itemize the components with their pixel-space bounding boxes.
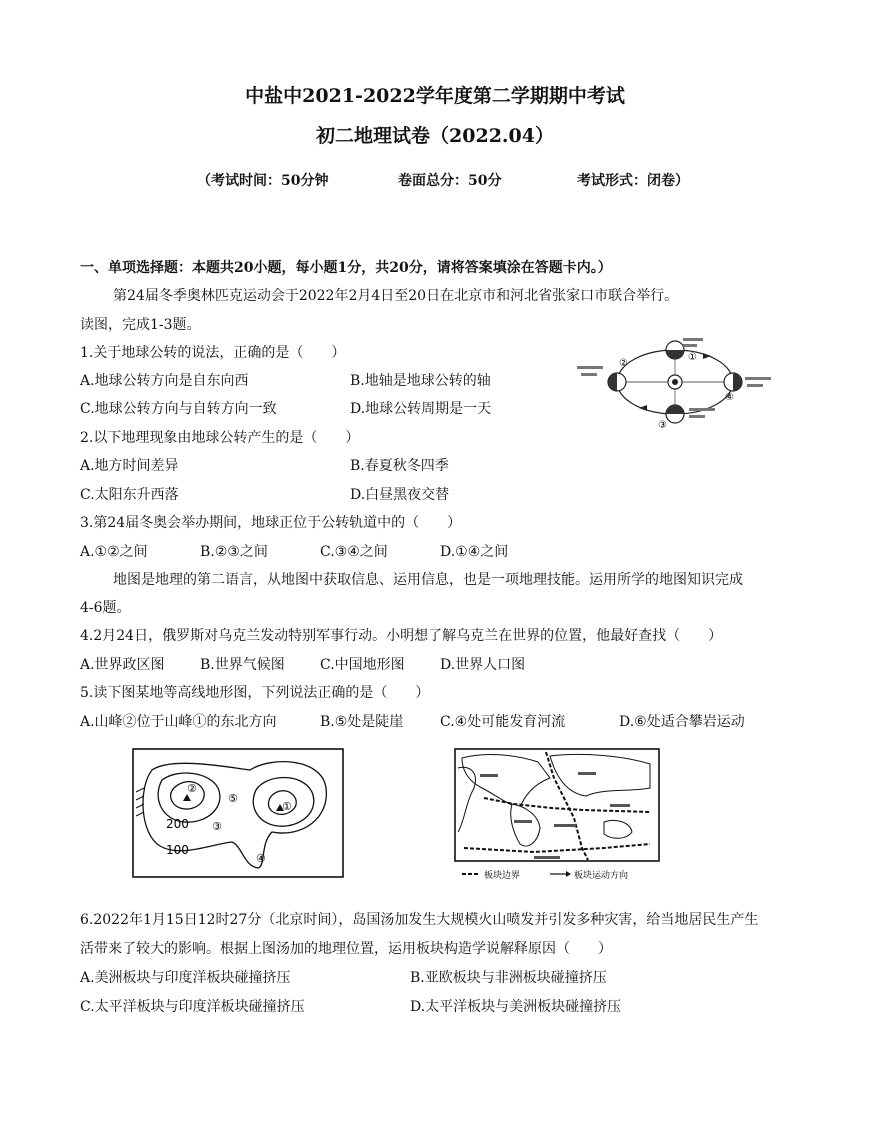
point-4: ④ <box>256 852 266 865</box>
point-5: ⑤ <box>228 792 238 805</box>
q2-option-d: D.白昼黑夜交替 <box>350 487 450 503</box>
exam-subtitle: 初二地理试卷（2022.04） <box>316 125 554 147</box>
q2-stem: 2.以下地理现象由地球公转产生的是（ ） <box>80 430 360 446</box>
exam-title: 中盐中2021-2022学年度第二学期期中考试 <box>245 85 625 107</box>
caption-bar <box>747 384 763 387</box>
q2-option-c: C.太阳东升西落 <box>80 487 179 503</box>
contour-label-100: 100 <box>166 843 189 857</box>
legend-boundary-label: 板块边界 <box>484 871 521 881</box>
caption-bar <box>577 366 603 369</box>
caption-bar <box>683 338 703 341</box>
q3-option-c: C.③④之间 <box>320 544 388 560</box>
earth-right-shadow <box>733 373 742 391</box>
q6-option-c: C.太平洋板块与印度洋板块碰撞挤压 <box>80 999 305 1015</box>
q1-option-d: D.地球公转周期是一天 <box>350 401 492 417</box>
q3-option-a: A.①②之间 <box>80 544 148 560</box>
exam-form: 考试形式：闭卷） <box>577 173 689 189</box>
q1-option-c: C.地球公转方向与自转方向一致 <box>80 401 277 417</box>
q6-option-a: A.美洲板块与印度洋板块碰撞挤压 <box>80 970 291 986</box>
q5-option-a: A.山峰②位于山峰①的东北方向 <box>80 714 277 730</box>
caption-bar <box>689 408 715 411</box>
earth-bottom-shadow <box>666 405 684 414</box>
q1-option-a: A.地球公转方向是自东向西 <box>80 373 249 389</box>
q1-option-b: B.地轴是地球公转的轴 <box>350 373 491 389</box>
earth-top-shadow <box>666 350 684 359</box>
q1-stem: 1.关于地球公转的说法，正确的是（ ） <box>80 345 346 361</box>
sun-core <box>672 379 678 385</box>
orbit-label-3: ③ <box>658 420 667 430</box>
q2-option-b: B.春夏秋冬四季 <box>350 458 449 474</box>
q4-option-a: A.世界政区图 <box>80 657 165 673</box>
q5-option-c: C.④处可能发育河流 <box>440 714 566 730</box>
exam-time: （考试时间：50分钟 <box>197 173 329 189</box>
q4-stem: 4.2月24日，俄罗斯对乌克兰发动特别军事行动。小明想了解乌克兰在世界的位置，他最好查找（ ） <box>80 628 723 644</box>
orbit-arrow-icon-2 <box>639 405 647 411</box>
q3-option-d: D.①④之间 <box>440 544 509 560</box>
q2-option-a: A.地方时间差异 <box>80 458 179 474</box>
q4-option-c: C.中国地形图 <box>320 657 405 673</box>
caption-bar <box>745 377 771 380</box>
earth-orbit-figure <box>575 330 775 430</box>
point-3: ③ <box>212 820 222 833</box>
caption-bar <box>581 373 597 376</box>
intro-1b: 读图，完成1-3题。 <box>80 317 201 333</box>
plate-map-figure <box>454 748 660 882</box>
contour-map-figure <box>132 748 344 878</box>
orbit-label-2: ② <box>619 358 628 369</box>
q6-option-d: D.太平洋板块与美洲板块碰撞挤压 <box>410 999 622 1015</box>
total-score: 卷面总分：50分 <box>398 173 502 189</box>
caption-bar <box>683 344 697 347</box>
q4-option-d: D.世界人口图 <box>440 657 526 673</box>
legend-direction-label: 板块运动方向 <box>574 871 629 881</box>
orbit-label-1: ① <box>688 352 697 363</box>
point-2: ② <box>187 782 197 795</box>
q5-stem: 5.读下图某地等高线地形图，下列说法正确的是（ ） <box>80 685 430 701</box>
q6-option-b: B.亚欧板块与非洲板块碰撞挤压 <box>410 970 607 986</box>
intro-2b: 4-6题。 <box>80 600 131 616</box>
earth-left-shadow <box>608 373 617 391</box>
contour-label-200: 200 <box>166 817 189 831</box>
section-heading: 一、单项选择题：本题共20小题，每小题1分，共20分，请将答案填涂在答题卡内。） <box>80 260 612 276</box>
intro-1a: 第24届冬季奥林匹克运动会于2022年2月4日至20日在北京市和河北省张家口市联合举行。 <box>113 288 679 304</box>
q6-stem-b: 活带来了较大的影响。根据上图汤加的地理位置，运用板块构造学说解释原因（ ） <box>80 941 612 957</box>
intro-2a: 地图是地理的第二语言，从地图中获取信息、运用信息，也是一项地理技能。运用所学的地图知识完成 <box>113 572 743 588</box>
q5-option-d: D.⑥处适合攀岩运动 <box>619 714 745 730</box>
orbit-label-4: ④ <box>725 392 734 403</box>
orbit-arrow-icon <box>703 353 711 359</box>
caption-bar <box>689 415 705 418</box>
q4-option-b: B.世界气候图 <box>200 657 285 673</box>
q3-option-b: B.②③之间 <box>200 544 268 560</box>
point-1: ① <box>282 800 292 813</box>
q5-option-b: B.⑤处是陡崖 <box>320 714 404 730</box>
legend-arrow-icon <box>566 871 571 877</box>
q6-stem-a: 6.2022年1月15日12时27分（北京时间），岛国汤加发生大规模火山喷发并引发多种灾害，给当地居民生产生 <box>80 912 759 928</box>
q3-stem: 3.第24届冬奥会举办期间，地球正位于公转轨道中的（ ） <box>80 515 462 531</box>
